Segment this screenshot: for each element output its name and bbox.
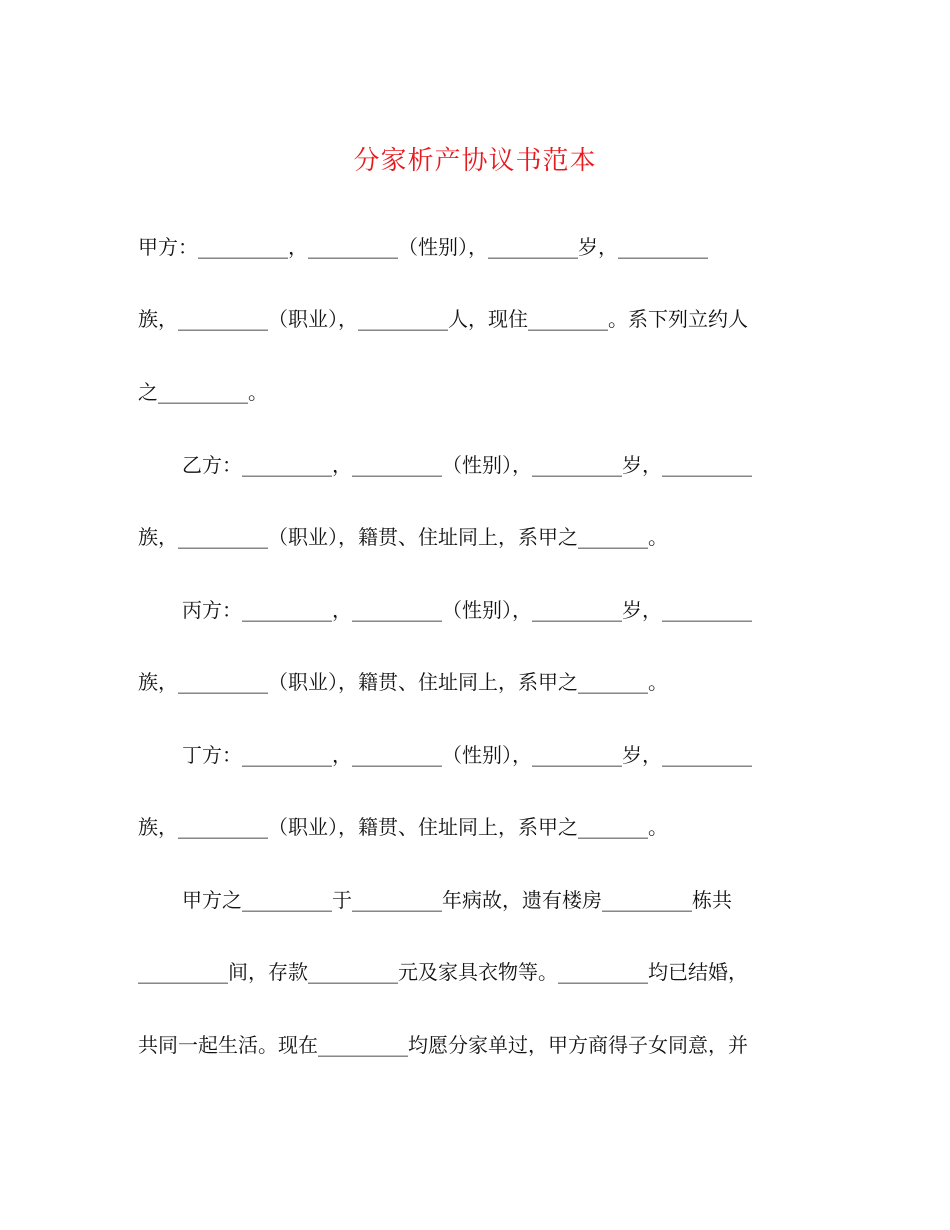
party-a-line-2: 族，_________（职业），_________人，现住________。系下列立约人 [138, 307, 748, 331]
party-a-line-1: 甲方：_________，_________（性别），_________岁，_________ [138, 235, 708, 259]
party-d-line-1: 丁方：_________，_________（性别），_________岁，_________ [182, 743, 752, 767]
party-b-line-1: 乙方：_________，_________（性别），_________岁，_________ [182, 453, 752, 477]
party-d-line-2: 族，_________（职业），籍贯、住址同上，系甲之_______。 [138, 815, 668, 839]
party-c-line-2: 族，_________（职业），籍贯、住址同上，系甲之_______。 [138, 670, 668, 694]
party-c-line-1: 丙方：_________，_________（性别），_________岁，_________ [182, 598, 752, 622]
party-b-line-2: 族，_________（职业），籍贯、住址同上，系甲之_______。 [138, 525, 668, 549]
body-line-2: _________间，存款_________元及家具衣物等。_________均已结婚， [138, 960, 748, 984]
body-line-1: 甲方之_________于_________年病故，遗有楼房_________栋共 [182, 888, 732, 912]
party-a-line-3: 之_________。 [138, 380, 268, 404]
body-line-3: 共同一起生活。现在_________均愿分家单过，甲方商得子女同意，并 [138, 1033, 748, 1057]
document-title: 分家析产协议书范本 [353, 146, 597, 176]
